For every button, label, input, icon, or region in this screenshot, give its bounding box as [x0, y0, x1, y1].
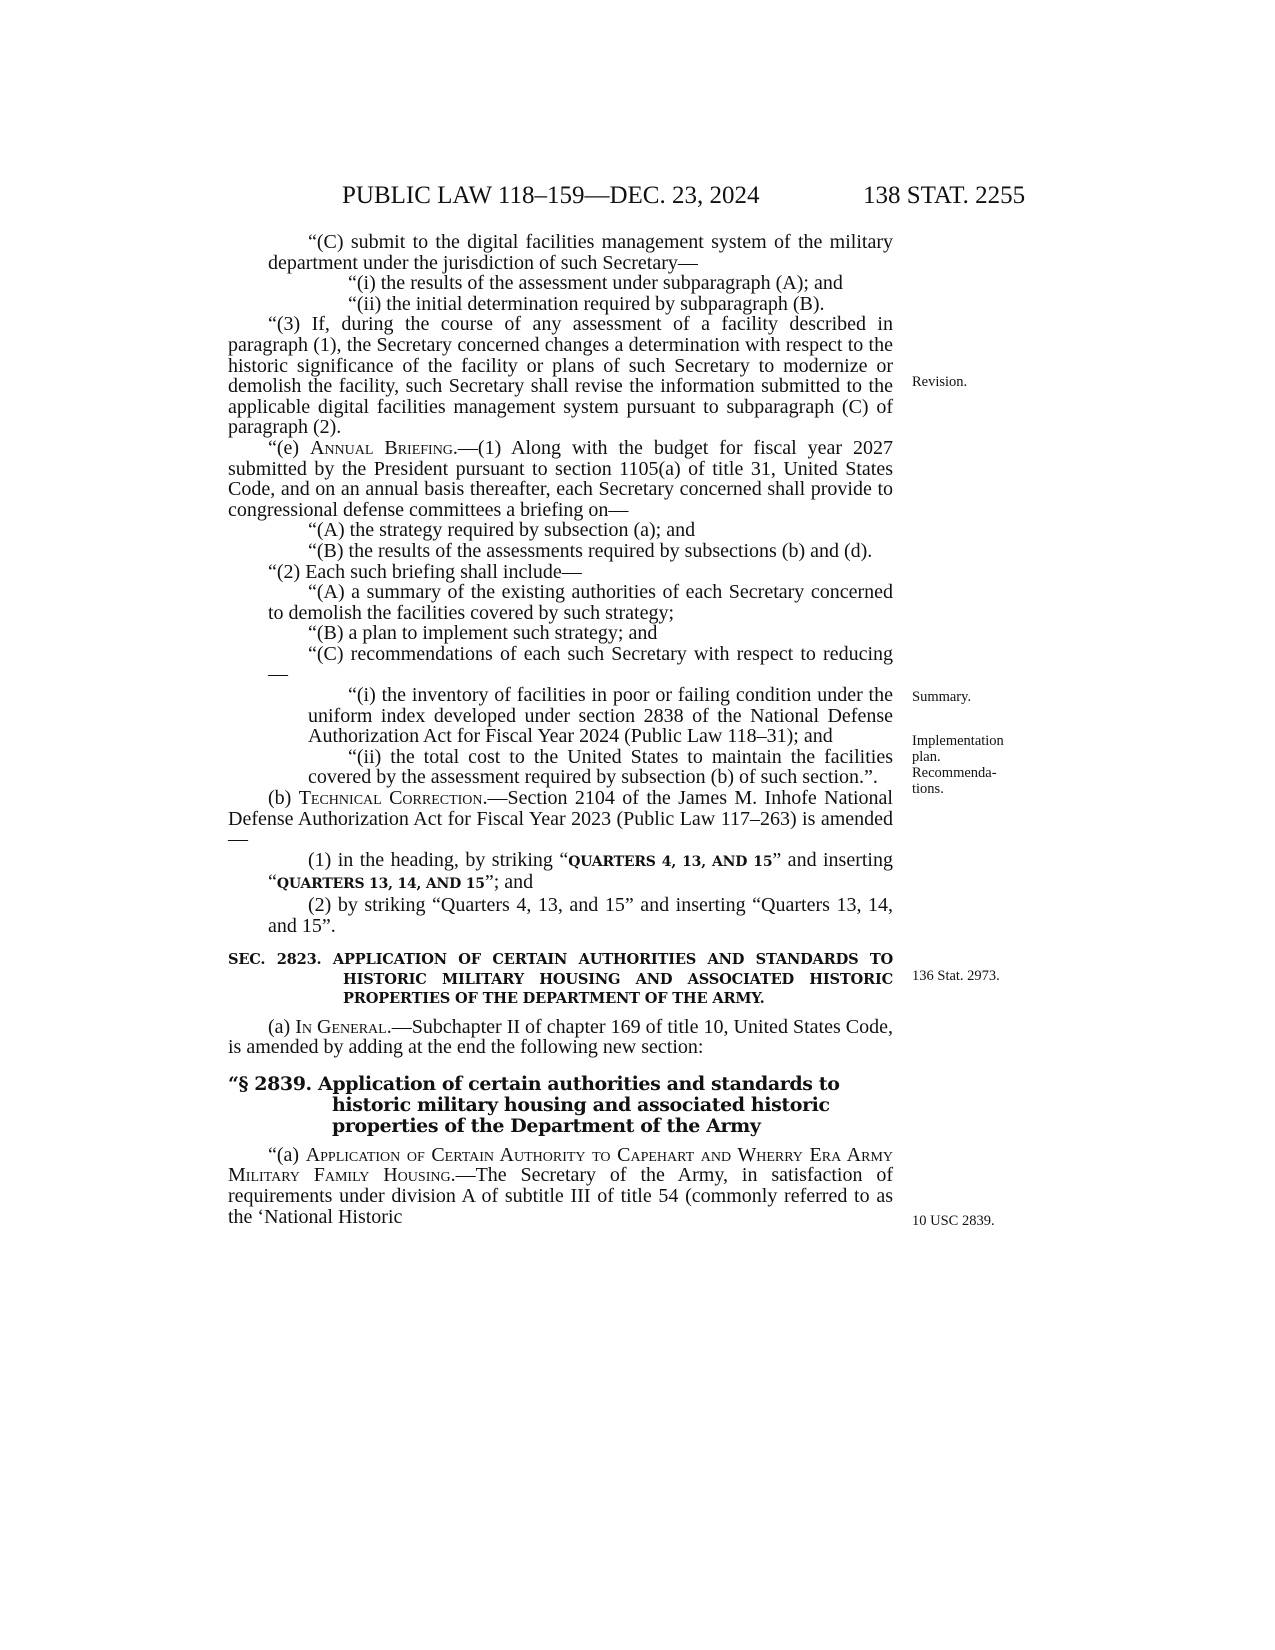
section-2839-heading: “§ 2839. Application of certain authorities and standards to historic military housing and associated historic properties of the Department of the Army: [228, 1072, 840, 1137]
subsection-e: “(e) Annual Briefing.—(1) Along with the budget for fiscal year 2027 submitted by the President pursuant to section 1105(a) of title 31, United States Code, and on an annual basis thereafter, each Secretary concerned shall provide to congressional defense committees a briefing on—: [228, 436, 893, 521]
subparagraph-e-b: “(B) the results of the assessments required by subsections (b) and (d).: [308, 539, 873, 562]
page-stat-number: 138 STAT. 2255: [863, 182, 1026, 209]
subsection-b-heading: Technical Correction.: [298, 787, 488, 810]
paragraph-b-1: (1) in the heading, by striking “QUARTERS 4, 13, AND 15” and inserting “QUARTERS 13, 14, AND 15”; and: [268, 848, 893, 894]
clause-2-c-i: “(i) the inventory of facilities in poor or failing condition under the uniform index developed under section 2838 of the National Defense Authorization Act for Fiscal Year 2024 (Public Law 118–31); and: [308, 684, 893, 748]
subsection-b: (b) Technical Correction.—Section 2104 of the James M. Inhofe National Defense Authorization Act for Fiscal Year 2023 (Public Law 117–263) is amended—: [228, 787, 893, 851]
margin-note-summary: Summary.: [912, 689, 972, 705]
paragraph-c: “(C) submit to the digital facilities management system of the military department under the jurisdiction of such Secretary—: [268, 231, 893, 274]
section-2839-subsection-a: “(a) Application of Certain Authority to Capehart and Wherry Era Army Military Family Housing.—The Secretary of the Army, in satisfaction of requirements under division A of subtitle III of title 54 (commonly referred to as the ‘National Historic: [228, 1143, 894, 1228]
subparagraph-2-c: “(C) recommendations of each such Secretary with respect to reducing—: [268, 642, 893, 686]
clause-c-ii: “(ii) the initial determination required by subparagraph (B).: [348, 292, 825, 315]
paragraph-3: “(3) If, during the course of any assessment of a facility described in paragraph (1), the Secretary concerned changes a determination with respect to the historic significance of the facility or plans of such Secretary to modernize or demolish the facility, such Secretary shall revise the information submitted to the applicable digital facilities management system pursuant to subparagraph (C) of paragraph (2).: [228, 313, 893, 439]
clause-2-c-ii: “(ii) the total cost to the United States to maintain the facilities covered by the assessment required by subsection (b) of such section.”.: [308, 745, 893, 789]
paragraph-2: “(2) Each such briefing shall include—: [268, 560, 582, 583]
margin-note-recommendations: Recommenda- tions.: [912, 765, 997, 797]
section-2839-a-heading: Application of Certain Authority to Capehart and Wherry Era Army Military Family Housing.: [228, 1143, 894, 1187]
margin-note-revision: Revision.: [912, 374, 968, 390]
margin-note-stat-ref: 136 Stat. 2973.: [912, 968, 1000, 984]
subparagraph-2-b: “(B) a plan to implement such strategy; and: [308, 622, 658, 645]
subsection-a-heading: In General.: [295, 1015, 392, 1038]
section-2823-heading: SEC. 2823. APPLICATION OF CERTAIN AUTHORITIES AND STANDARDS TO HISTORIC MILITARY HOUSING AND ASSOCIATED HISTORIC PROPERTIES OF THE DEPARTMENT OF THE ARMY.: [228, 951, 893, 1008]
clause-c-i: “(i) the results of the assessment under subparagraph (A); and: [348, 272, 843, 295]
subsection-a: (a) In General.—Subchapter II of chapter 169 of title 10, United States Code, is amended by adding at the end the following new section:: [228, 1015, 893, 1059]
subsection-e-heading: Annual Briefing.: [310, 436, 458, 459]
subparagraph-e-a: “(A) the strategy required by subsection (a); and: [308, 519, 696, 542]
subparagraph-2-a: “(A) a summary of the existing authorities of each Secretary concerned to demolish the facilities covered by such strategy;: [268, 581, 893, 624]
margin-note-implementation: Implementation plan.: [912, 733, 1004, 765]
page-body: [228, 232, 893, 1227]
paragraph-b-2: (2) by striking “Quarters 4, 13, and 15” and inserting “Quarters 13, 14, and 15”.: [268, 894, 893, 937]
margin-note-usc: 10 USC 2839.: [912, 1213, 995, 1229]
running-header-title: PUBLIC LAW 118–159—DEC. 23, 2024: [342, 182, 760, 209]
